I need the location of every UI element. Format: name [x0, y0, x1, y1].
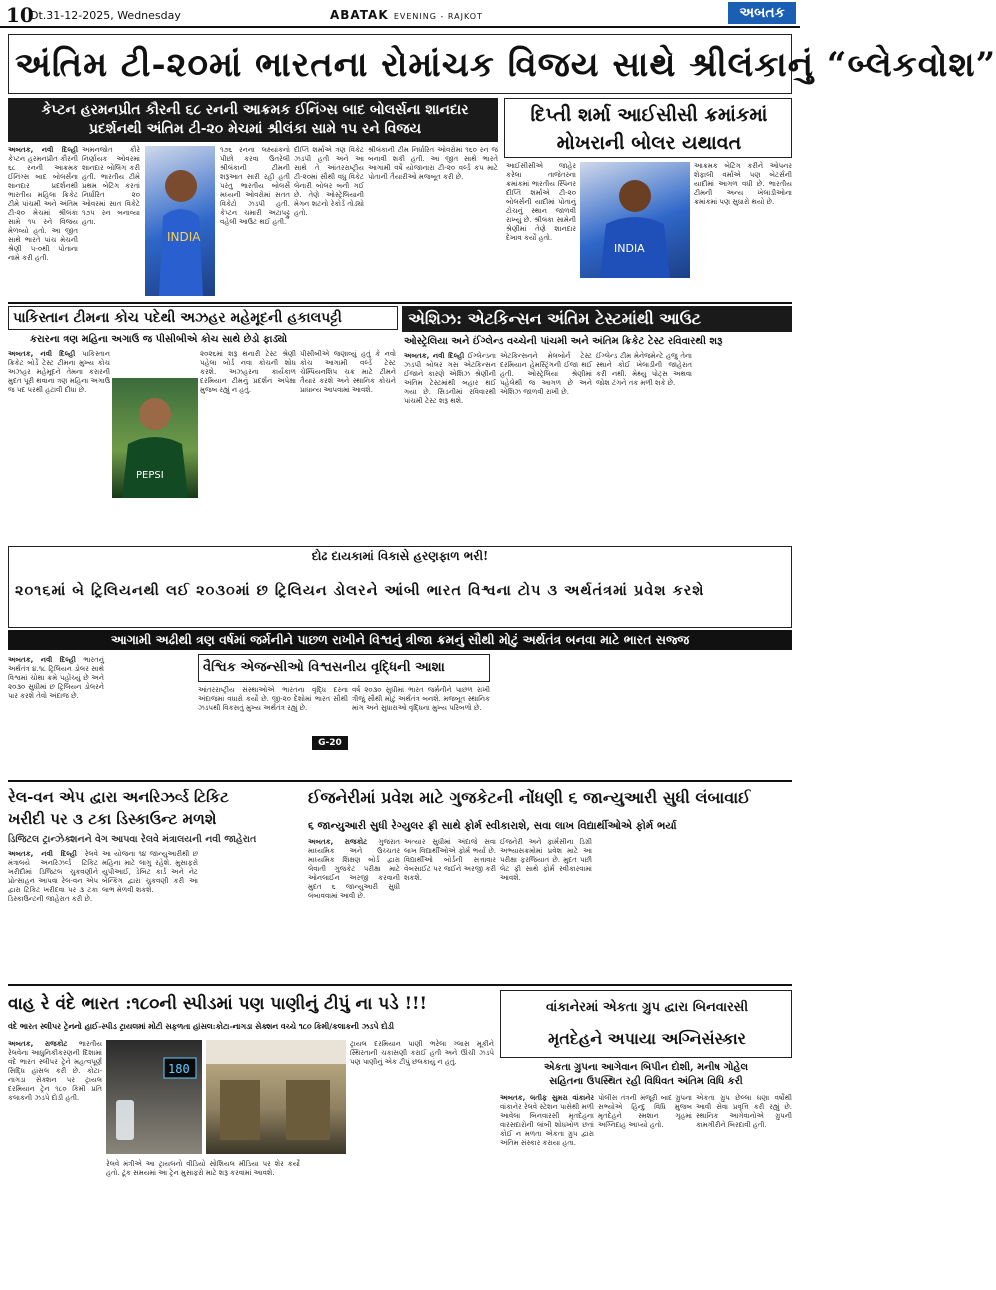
story8-body-4 [304, 1160, 494, 1280]
g20-badge: G-20 [312, 736, 348, 750]
story5-body-2: આંતરરાષ્ટ્રીય સંસ્થાઓએ ભારતના વૃદ્ધિ દરના અંદાજમાં વધારો કર્યો છે. જી-૨૦ દેશોમાં ભારત સૌથી ઝડપથી વિકસતું મુખ્ય અર્થતંત્ર રહ્યું છે. [198, 686, 348, 712]
story3-body-3: પીસીબીએ જણાવ્યું હતું કે નવો કોચ આગામી વર્લ્ડ ટેસ્ટ ચેમ્પિયનશિપ ચક્ર માટે ટીમને તૈયાર કરશે અને સ્થાનિક કોચને પ્રાધાન્ય આપવામાં આવશે. [300, 350, 396, 394]
story7-body-5 [696, 838, 792, 980]
deepti-sharma-photo [580, 162, 690, 278]
coach-silhouette-icon [112, 378, 198, 498]
story9-subhead-1: એકતા ગ્રુપના આગેવાન બિપીન દોશી, મનીષ ગોહેલ [543, 1062, 749, 1073]
edition-label: EVENING - RAJKOT [393, 12, 483, 21]
story2-headline-1: દિપ્તી શર્મા આઈસીસી ક્રમાંકમાં [530, 104, 768, 126]
story1-headline: અંતિમ ટી-૨૦માં ભારતના રોમાંચક વિજય સાથે શ્રીલંકાનું “બ્લેકવોશ” [15, 45, 996, 85]
speed-readout: 180 [168, 1062, 190, 1076]
story3-body-2: ૨૦૨૬માં શરૂ થનારી ટેસ્ટ શ્રેણી પહેલા બોર્ડ નવા કોચની શોધ કરશે. અઝહરના કાર્યકાળ દરમિયાન ટીમનું પ્રદર્શન અપેક્ષા મુજબ રહ્યું ન હતું. [200, 350, 296, 394]
paper-logo: અબતક [728, 2, 796, 24]
story9-subhead-2: સહિતના ઉપસ્થિત રહી વિધિવત અંતિમ વિધિ કરી [549, 1076, 743, 1087]
story5-body-1 [8, 656, 104, 776]
story1-subhead-2: પ્રદર્શનથી અંતિમ ટી-૨૦ મેચમાં શ્રીલંકા સામે ૧૫ રને વિજય [88, 121, 422, 137]
story3-body-1 [8, 350, 110, 540]
story6-headline-2: ખરીદી પર ૩ ટકા ડિસ્કાઉન્ટ મળશે [8, 810, 217, 828]
paper-name [330, 8, 483, 23]
train-interior-photo [206, 1040, 346, 1154]
story4-body-4 [696, 352, 792, 540]
story9-dateline: અબતક, લતીફ સુમરા વાંકાનેર [500, 1094, 594, 1102]
svg-text:INDIA: INDIA [614, 242, 645, 255]
story4-body-1-text: ઈંગ્લેન્ડના ઝડપી બોલર ગસ એટકિન્સન ઈજાને કારણે એશિઝ શ્રેણીની અંતિમ ટેસ્ટમાંથી બહાર થઈ ગયા છે. સિડનીમાં રવિવારથી પાંચમી ટેસ્ટ શરૂ થશે. [404, 352, 496, 405]
masthead [0, 0, 800, 28]
story5-subhead-bar: આગામી અઢીથી ત્રણ વર્ષમાં જર્મનીને પાછળ રાખીને વિશ્વનું ત્રીજા ક્રમનું સૌથી મોટું અર્થતંત્ર બનવા માટે ભારત સજ્જ [8, 630, 792, 650]
story6-subhead: ડિજિટલ ટ્રાન્ઝેક્શનને વેગ આપવા રેલવે મંત્રાલયની નવી જાહેરાત [8, 834, 257, 845]
story2-body-left: આઈસીસીએ જાહેર કરેલા તાજેતરના ક્રમાંકમાં ભારતીય સ્પિનર દીપ્તિ શર્માએ ટી-૨૦ બોલર્સની યાદીમાં પોતાનું ટોચનું સ્થાન જાળવી રાખ્યું છે. શ્રીલંકા સામેની શ્રેણીમાં તેણે શાનદાર દેખાવ કર્યો હતો. [506, 162, 576, 242]
story8-body-1-text: ભારતીય રેલવેના આધુનિકીકરણની દિશામાં વંદે ભારત સ્લીપર ટ્રેને મહત્વપૂર્ણ સિદ્ધિ હાંસલ કરી છે. કોટા-નાગડા સેક્શન પર ટ્રાયલ દરમિયાન ટ્રેન ૧૮૦ કિમી પ્રતિ કલાકની ઝડપે દોડી હતી. [8, 1040, 102, 1102]
story2-headline-2: મોખરાની બોલર યથાવત [556, 132, 742, 154]
story5-dateline: અબતક, નવી દિલ્હી [8, 656, 76, 664]
divider [8, 302, 792, 304]
story7-subhead: ૬ જાન્યુઆરી સુધી રેગ્યુલર ફ્રી સાથે ફોર્મ સ્વીકારાશે, સવા લાખ વિદ્યાર્થીઓએ ફોર્મ ભર્યા [308, 820, 677, 832]
story9-headline-1: વાંકાનેરમાં એકતા ગ્રુપ દ્વારા બિનવારસી [545, 1000, 749, 1015]
story7-dateline: અબતક, રાજકોટ [308, 838, 368, 846]
story1-subhead-1: કેપ્ટન હરમનપ્રીત કૌરની ૬૮ રનની આક્રમક ઈનિંગ્સ બાદ બોલર્સના શાનદાર [41, 102, 469, 118]
story7-body-4 [596, 838, 692, 980]
story6-body-3 [202, 850, 300, 980]
story3-subhead: કરારના ત્રણ મહિના અગાઉ જ પીસીબીએ કોચ સાથે છેડો ફાડ્યો [30, 334, 288, 345]
story9-body-3: એકતા ગ્રુપ છેલ્લા ઘણા વર્ષોથી આવી સેવા પ્રવૃત્તિ કરી રહ્યું છે. સ્થાનિક આગેવાનોએ ગ્રુપની કામગીરીને બિરદાવી હતી. [696, 1094, 792, 1129]
story8-body-2: ટ્રાયલ દરમિયાન પાણી ભરેલા ગ્લાસ મૂકીને સ્થિરતાની ચકાસણી કરાઈ હતી અને ઊંચી ઝડપે પણ પાણીનું એક ટીપું છલકાયું ન હતું. [350, 1040, 494, 1066]
story1-col1-text: કેપ્ટન હરમનપ્રીત કૌરની ૬૮ રનની આક્રમક ઈનિંગ્સ બાદ બોલર્સના શાનદાર પ્રદર્શનથી ભારતીય મહિલા ક્રિકેટ ટીમે પાંચમી અને અંતિમ ટી-૨૦ મેચમાં શ્રીલંકા સામે ૧૫ રને વિજય મેળવ્યો હતો. આ જીત સાથે ભારતે પાંચ મેચની શ્રેણી ૫-૦થી પોતાના નામે કરી હતી. [8, 155, 78, 262]
story3-body-1-text: પાકિસ્તાન ક્રિકેટ બોર્ડે ટેસ્ટ ટીમના મુખ્ય કોચ અઝહર મહેમૂદને તેમના કરારની મુદત પૂરી થવાના ત્રણ મહિના અગાઉ જ પદ પરથી હટાવી દીધા છે. [8, 350, 110, 394]
story9-body-1-text: વાંકાનેર રેલવે સ્ટેશન પાસેથી મળી આવેલા બિનવારસી મૃતદેહના વારસદારોની લાંબી શોધખોળ છતાં કોઈ ન મળતા એકતા ગ્રુપ દ્વારા અંતિમ સંસ્કાર કરાયા હતા. [500, 1103, 594, 1147]
story5-body-1b [108, 656, 194, 776]
cricketer-silhouette-icon [580, 162, 690, 278]
paper-title: ABATAK [330, 8, 389, 22]
story4-headline-bar [402, 306, 792, 332]
divider [8, 984, 792, 986]
story1-subhead-bar [8, 98, 498, 142]
story1-col3: ૧૭૬ રનના લક્ષ્યાંકનો પીછો કરવા ઉતરેલી શ્રીલંકાની ટીમની શરૂઆત સારી રહી હતી પરંતુ ભારતીય બોલર્સે મધ્યની ઓવરોમાં સતત વિકેટો ઝડપી હતી. કેપ્ટન ચમારી અટાપટ્ટુ વહેલી આઉટ થઈ હતી. [220, 146, 290, 226]
story7-body-3: ઈજનેરી અને ફાર્મસીના ડિગ્રી અભ્યાસક્રમોમાં પ્રવેશ માટે આ પરીક્ષા ફરજિયાત છે. મુદત પછી લેટ ફી સાથે ફોર્મ સ્વીકારવામાં આવશે. [500, 838, 592, 882]
story6-body-1-text: રેલવે મંત્રાલયે અનરિઝર્વ્ડ ટિકિટ ખરીદીમાં ડિજિટલ ચુકવણીને પ્રોત્સાહન આપવા રેલ-વન એપ દ્વારા ટિકિટ ખરીદવા પર ૩ ટકા ડિસ્કાઉન્ટની જાહેરાત કરી છે. [8, 850, 98, 903]
story6-body-1 [8, 850, 98, 980]
harmanpreet-photo [145, 146, 215, 296]
story4-body-1 [404, 352, 496, 540]
story9-body-2: પોલીસ તંત્રની મંજૂરી બાદ ગ્રુપના સભ્યોએ હિન્દુ વિધિ મુજબ મૃતદેહને સ્મશાન ગૃહમાં અગ્નિદાહ આપ્યો હતો. [598, 1094, 692, 1129]
story7-body-2: અત્યાર સુધીમાં અંદાજે સવા લાખ વિદ્યાર્થીઓએ ફોર્મ ભર્યા છે. વિદ્યાર્થીઓ બોર્ડની સત્તાવાર વેબસાઈટ પર જઈને અરજી કરી શકશે. [404, 838, 496, 882]
divider [8, 780, 792, 782]
story1-col4: દીપ્તિ શર્માએ ત્રણ વિકેટ ઝડપી હતી અને આ સાથે તે આંતરરાષ્ટ્રીય ટી-૨૦માં સૌથી વધુ વિકેટ લેનારી બોલર બની ગઈ છે. તેણે ઓસ્ટ્રેલિયાની મેગન શટનો રેકોર્ડ તોડ્યો હતો. [294, 146, 364, 217]
azhar-mahmood-photo [112, 378, 198, 498]
story8-dateline: અબતક, રાજકોટ [8, 1040, 68, 1048]
story6-dateline: અબતક, નવી દિલ્હી [8, 850, 77, 858]
story9-body-1 [500, 1094, 594, 1280]
story4-dateline: અબતક, નવી દિલ્હી [404, 352, 465, 360]
story4-headline: એશિઝ: એટકિન્સન અંતિમ ટેસ્ટમાંથી આઉટ [408, 309, 702, 328]
train-coach-icon [206, 1040, 346, 1154]
story3-dateline: અબતક, નવી દિલ્હી [8, 350, 76, 358]
story6-headline-1: રેલ-વન એપ દ્વારા અનરિઝર્વ્ડ ટિકિટ [8, 788, 229, 806]
story3-headline-box [8, 306, 398, 330]
story1-col2: અમનજોત કૌરે નિર્ણાયક ઓવરમાં શાનદાર બોલિંગ કરી હતી. ભારતીય ટીમે પ્રથમ બેટિંગ કરતાં નિર્ધારિત ૨૦ ઓવરમાં સાત વિકેટે ૧૭૫ રન બનાવ્યા હતા. [82, 146, 140, 226]
story5-body-1-text: ભારતનું અર્થતંત્ર ૪.૧૮ ટ્રિલિયન ડોલર સાથે વિશ્વમાં ચોથા ક્રમે પહોંચ્યું છે અને ૨૦૩૦ સુધીમાં છ ટ્રિલિયન ડોલરને પાર કરશે તેવો અંદાજ છે. [8, 656, 104, 700]
page-number: 10 [6, 3, 34, 27]
story5-inner-headline: વૈશ્વિક એજન્સીઓ વિશ્વસનીય વૃદ્ધિની આશા [203, 660, 445, 675]
story3-headline: પાકિસ્તાન ટીમના કોચ પદેથી અઝહર મહેમૂદની હકાલપટ્ટી [13, 310, 342, 326]
story8-body-3: રેલવે મંત્રીએ આ ટ્રાયલનો વીડિયો સોશિયલ મીડિયા પર શેર કર્યો હતો. ટૂંક સમયમાં આ ટ્રેન મુસાફરો માટે શરૂ કરવામાં આવશે. [106, 1160, 300, 1177]
issue-date: Dt.31-12-2025, Wednesday [30, 9, 181, 22]
story5-body-4 [494, 656, 640, 776]
story6-body-2: આ યોજના ૧૪ જાન્યુઆરીથી છ મહિના માટે લાગુ રહેશે. મુસાફરો યુપીઆઈ, ડેબિટ કાર્ડ અને નેટ બેન્કિંગ દ્વારા ચુકવણી કરી આ લાભ મેળવી શકશે. [102, 850, 198, 894]
story5-box [8, 546, 792, 628]
svg-text:PEPSI: PEPSI [136, 470, 164, 481]
story1-dateline: અબતક, નવી દિલ્હી [8, 146, 78, 154]
story1-col1 [8, 146, 78, 296]
story1-headline-box [8, 34, 996, 94]
story4-body-3: ઈંગ્લેન્ડ ટીમ મેનેજમેન્ટે હજુ તેના સ્થાને કોઈ ખેલાડીની જાહેરાત કરી નથી. મેથ્યુ પોટ્સ અથવા જોશ ટંગને તક મળી શકે છે. [596, 352, 692, 387]
story9-headline-2: મૃતદેહને અપાયા અગ્નિસંસ્કાર [548, 1029, 746, 1048]
story7-body-1-text: ગુજરાત માધ્યમિક અને ઉચ્ચતર માધ્યમિક શિક્ષણ બોર્ડ દ્વારા લેવાતી ગુજકેટ પરીક્ષા માટે ઓનલાઈન અરજી કરવાની મુદત ૬ જાન્યુઆરી સુધી લંબાવવામાં આવી છે. [308, 838, 400, 900]
story5-headline: ૨૦૧૬માં બે ટ્રિલિયનથી લઈ ૨૦૩૦માં છ ટ્રિલિયન ડોલરને આંબી ભારત વિશ્વના ટોપ ૩ અર્થતંત્રમાં પ્રવેશ કરશે [15, 582, 705, 599]
story8-subhead: વંદે ભારત સ્લીપર ટ્રેનનો હાઈ-સ્પીડ ટ્રાયલમાં મોટી સફળતા હાંસલ:કોટા-નાગડા સેક્શન વચ્ચે ૧૮૦ કિમી/કલાકની ઝડપે દોડી [8, 1022, 394, 1031]
story5-body-3: વર્ષ ૨૦૩૦ સુધીમાં ભારત જર્મનીને પાછળ રાખી ત્રીજું સૌથી મોટું અર્થતંત્ર બનશે. મજબૂત સ્થાનિક માંગ અને સુધારાઓ વૃદ્ધિના મુખ્ય પરિબળો છે. [352, 686, 490, 712]
speedometer-photo [106, 1040, 202, 1154]
svg-text:INDIA: INDIA [167, 230, 201, 244]
story5-inner-headline-box [198, 654, 490, 682]
story8-body-1 [8, 1040, 102, 1280]
speed-display-icon [106, 1040, 202, 1154]
story7-body-1 [308, 838, 400, 980]
story9-headline-box [500, 990, 792, 1058]
story4-body-2: એટકિન્સનને મેલબોર્ન ટેસ્ટ દરમિયાન હેમસ્ટ્રિંગની ઈજા થઈ હતી. ઓસ્ટ્રેલિયા શ્રેણીમાં પહેલેથી જ આગળ છે અને એશિઝ જાળવી રાખી છે. [500, 352, 592, 396]
story5-body-5 [644, 656, 792, 776]
story4-subhead: ઓસ્ટ્રેલિયા અને ઈંગ્લેન્ડ વચ્ચેની પાંચમી અને અંતિમ ક્રિકેટ ટેસ્ટ રવિવારથી શરૂ [404, 336, 723, 347]
cricketer-silhouette-icon [145, 146, 215, 296]
story8-headline: વાહ રે વંદે ભારત :૧૮૦ની સ્પીડમાં પણ પાણીનું ટીપું ના પડે !!! [8, 994, 427, 1014]
story1-col5: શ્રીલંકાની ટીમ નિર્ધારિત ઓવરોમાં ૧૬૦ રન જ બનાવી શકી હતી. આ જીત સાથે ભારતે આગામી વર્ષે યોજાનારા ટી-૨૦ વર્લ્ડ કપ માટે પોતાની તૈયારીઓ મજબૂત કરી છે. [368, 146, 498, 181]
story2-body-right: આક્રમક બેટિંગ કરીને ઓપનર શેફાલી વર્માએ પણ બેટર્સની યાદીમાં આગળ વધી છે. ભારતીય ટીમની અન્ય ખેલાડીઓના ક્રમાંકમાં પણ સુધારો થયો છે. [694, 162, 792, 206]
story7-headline: ઈજનેરીમાં પ્રવેશ માટે ગુજકેટની નોંધણી ૬ જાન્યુઆરી સુધી લંબાવાઈ [308, 788, 751, 807]
story5-kicker: દોઢ દાયકામાં વિકાસે હરણફાળ ભરી! [311, 549, 489, 563]
story2-headline-box [504, 98, 792, 158]
